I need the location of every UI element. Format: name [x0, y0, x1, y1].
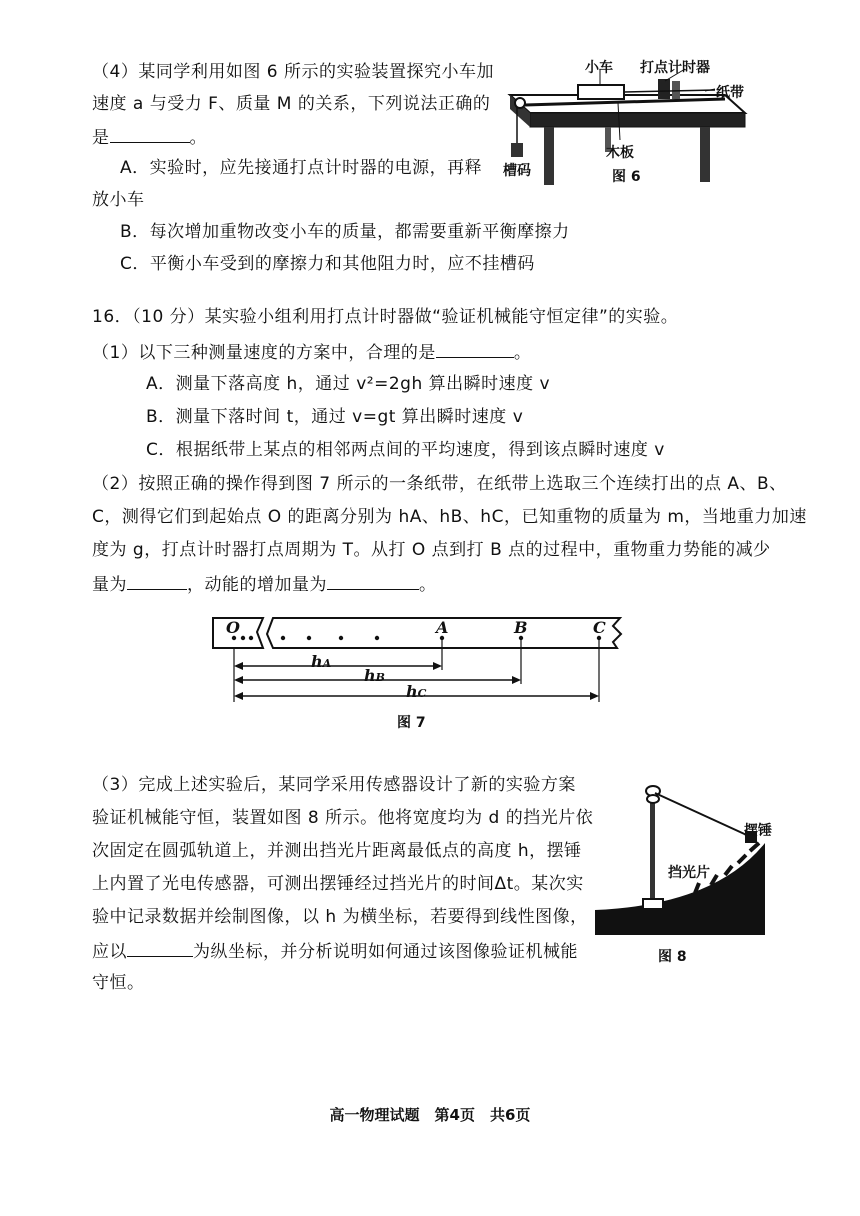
answer-blank[interactable]: [127, 938, 193, 957]
page-footer: 高一物理试题 第4页 共6页: [329, 1106, 531, 1124]
figure-8-caption: 图 8: [658, 949, 687, 965]
q16-2-line4: 量为 ，动能的增加量为 。: [92, 571, 437, 597]
answer-blank[interactable]: [327, 571, 419, 590]
q15-4-line1: （4）某同学利用如图 6 所示的实验装置探究小车加: [92, 62, 494, 82]
answer-blank[interactable]: [436, 339, 514, 358]
q16-header: 16．（10 分）某实验小组利用打点计时器做“验证机械能守恒定律”的实验。: [92, 307, 679, 327]
q15-4-option-b: B．每次增加重物改变小车的质量，都需要重新平衡摩擦力: [120, 222, 570, 242]
answer-blank[interactable]: [127, 571, 187, 590]
label-board: 木板: [606, 145, 634, 161]
figure-8: [595, 775, 770, 940]
label-car: 小车: [585, 60, 613, 76]
q16-3-line4: 上内置了光电传感器，可测出摆锤经过挡光片的时间Δt。某次实: [92, 874, 584, 894]
label-timer: 打点计时器: [640, 60, 710, 76]
point-b-label: B: [514, 618, 528, 637]
label-pendulum: 摆锤: [744, 823, 772, 839]
q16-3-line5: 验中记录数据并绘制图像，以 h 为横坐标，若要得到线性图像，: [92, 907, 588, 927]
q16-2-line1: （2）按照正确的操作得到图 7 所示的一条纸带，在纸带上选取三个连续打出的点 A、B、: [92, 474, 787, 494]
q16-3-line6: 应以 为纵坐标，并分析说明如何通过该图像验证机械能: [92, 938, 578, 964]
q16-3-line1: （3）完成上述实验后，某同学采用传感器设计了新的实验方案: [92, 775, 576, 795]
q16-1-option-c: C．根据纸带上某点的相邻两点间的平均速度，得到该点瞬时速度 v: [146, 440, 665, 460]
q16-1-stem: （1）以下三种测量速度的方案中，合理的是 。: [92, 339, 531, 365]
distance-hc-label: hC: [406, 682, 427, 701]
q16-1-option-a: A．测量下落高度 h，通过 v²=2gh 算出瞬时速度 v: [146, 374, 551, 394]
point-a-label: A: [436, 618, 449, 637]
q15-4-option-a-line1: A．实验时，应先接通打点计时器的电源，再释: [120, 158, 483, 178]
distance-ha-label: hA: [311, 652, 332, 671]
q15-4-line3: 是 。: [92, 124, 207, 150]
label-shutter: 挡光片: [668, 865, 710, 881]
answer-blank[interactable]: [110, 124, 190, 143]
distance-hb-label: hB: [364, 666, 385, 685]
q16-2-line3: 度为 g，打点计时器打点周期为 T。从打 O 点到打 B 点的过程中，重物重力势能的减少: [92, 540, 771, 560]
label-tape: 纸带: [716, 85, 744, 101]
q15-4-option-a-line2: 放小车: [92, 190, 145, 210]
q16-1-option-b: B．测量下落时间 t，通过 v=gt 算出瞬时速度 v: [146, 407, 524, 427]
point-o-label: O: [226, 618, 240, 637]
q15-4-line2: 速度 a 与受力 F、质量 M 的关系，下列说法正确的: [92, 94, 491, 114]
q16-3-line3: 次固定在圆弧轨道上，并测出挡光片距离最低点的高度 h，摆锤: [92, 841, 582, 861]
q16-3-line7: 守恒。: [92, 973, 145, 993]
point-c-label: C: [593, 618, 606, 637]
q16-3-line2: 验证机械能守恒，装置如图 8 所示。他将宽度均为 d 的挡光片依: [92, 808, 594, 828]
label-weight: 槽码: [503, 163, 531, 179]
figure-7-caption: 图 7: [397, 715, 426, 731]
q15-4-option-c: C．平衡小车受到的摩擦力和其他阻力时，应不挂槽码: [120, 254, 535, 274]
figure-6-caption: 图 6: [612, 169, 641, 185]
q16-2-line2: C，测得它们到起始点 O 的距离分别为 hA、hB、hC，已知重物的质量为 m，当地重力加速: [92, 507, 807, 527]
